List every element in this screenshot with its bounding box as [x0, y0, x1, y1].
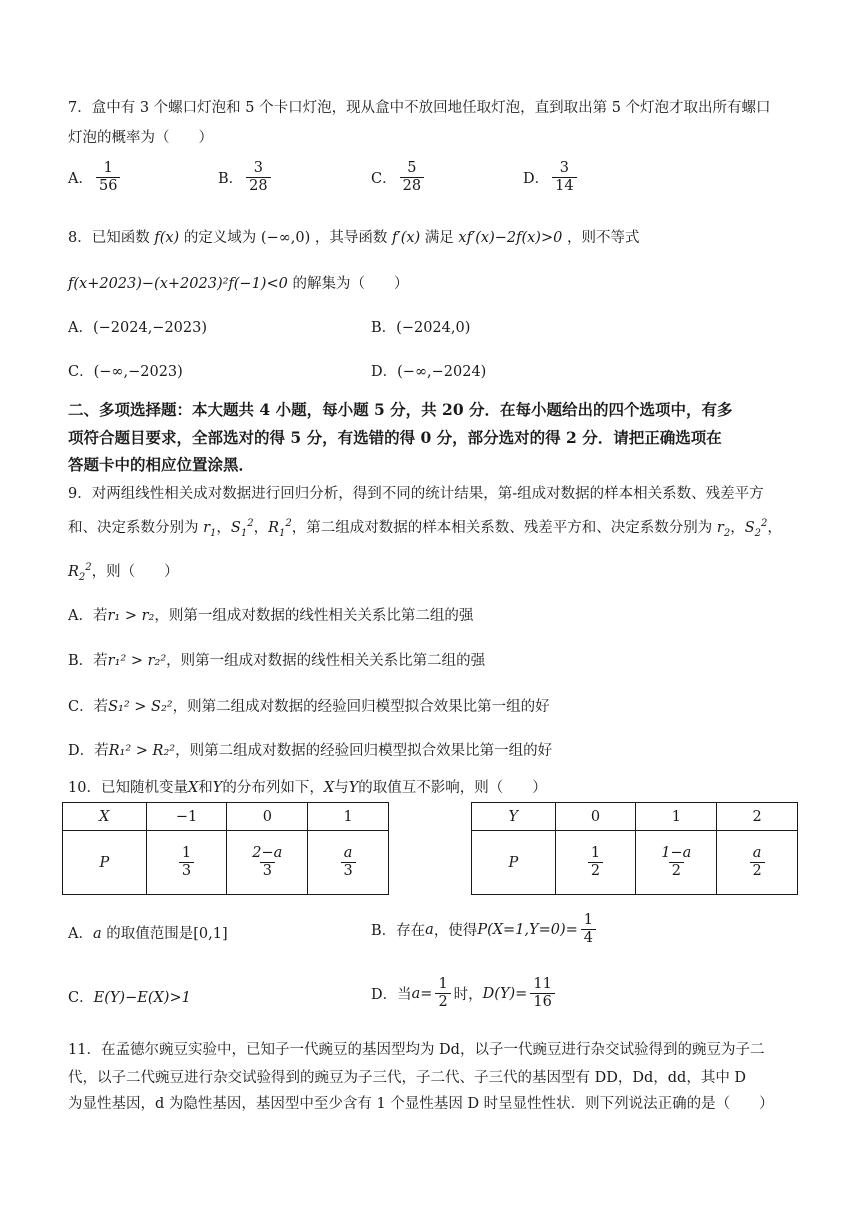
q9-option-c: C．若S₁² > S₂²，则第二组成对数据的经验回归模型拟合效果比第一组的好	[68, 699, 550, 715]
q8-option-a: A．(−2024,−2023)	[68, 320, 208, 336]
q8-option-b: B．(−2024,0)	[371, 320, 471, 336]
q9-line2: 和、决定系数分别为 $r_1$，$S_1^2$，$R_1^2$，第二组成对数据的样本相关系数、残差平方和、决定系数分别为 $r_2$，$S_2^2$，	[68, 518, 782, 539]
q9-option-d: D．若R₁² > R₂²，则第二组成对数据的经验回归模型拟合效果比第一组的好	[68, 743, 553, 759]
q8-line2: f(x+2023)−(x+2023)²f(−1)<0 的解集为（ ）	[68, 276, 409, 292]
q7-option-d: D． $\frac{3}{14}$	[523, 160, 580, 195]
q9-option-a: A．若r₁ > r₂，则第一组成对数据的线性相关关系比第二组的强	[68, 608, 474, 624]
q9-option-b: B．若r₁² > r₂²，则第一组成对数据的线性相关关系比第二组的强	[68, 653, 486, 669]
q7-option-a: A． $\frac{1}{56}$	[68, 160, 123, 195]
table-y-cell: $\frac{1}{2}$	[555, 831, 636, 895]
table-y-header: 0	[555, 803, 636, 831]
q10-option-d: D．当 a= $\frac{1}{2}$ 时， D(Y)= $\frac{11}{16}$	[371, 976, 558, 1011]
q11-line1: 11．在孟德尔豌豆实验中，已知子一代豌豆的基因型均为 Dd，以子一代豌豆进行杂交试验得到的豌豆为子二	[68, 1042, 765, 1058]
q7-option-c: C． $\frac{5}{28}$	[371, 160, 427, 195]
q7-option-b: B． $\frac{3}{28}$	[218, 160, 274, 195]
table-x-header: X	[63, 803, 147, 831]
q10-option-b: B．存在 a ，使得 P(X=1,Y=0)= $\frac{1}{4}$	[371, 912, 599, 947]
q9-line1: 9．对两组线性相关成对数据进行回归分析，得到不同的统计结果，第-组成对数据的样本相关系数、残差平方	[68, 486, 764, 502]
table-y-header: 2	[717, 803, 798, 831]
table-x-cell: $\frac{a}{3}$	[308, 831, 389, 895]
table-x-cell: $\frac{1}{3}$	[146, 831, 227, 895]
table-y	[471, 802, 798, 895]
q10-option-c: C．E(Y)−E(X)>1	[68, 990, 191, 1006]
table-y-cell: $\frac{a}{2}$	[717, 831, 798, 895]
q11-line2: 代，以子二代豌豆进行杂交试验得到的豌豆为子三代，子二代、子三代的基因型有 DD，Dd，dd，其中 D	[68, 1070, 747, 1086]
table-y-cell: $\frac{1-a}{2}$	[636, 831, 717, 895]
table-x-cell: $\frac{2-a}{3}$	[227, 831, 308, 895]
q11-line3: 为显性基因，d 为隐性基因，基因型中至少含有 1 个显性基因 D 时呈显性性状．则下列说法正确的是（ ）	[68, 1096, 774, 1112]
section2-line2: 项符合题目要求，全部选对的得 5 分，有选错的得 0 分，部分选对的得 2 分．请把正确选项在	[68, 428, 722, 447]
q8-line1: 8．已知函数 f(x) 的定义域为 (−∞,0) ，其导函数 f′(x) 满足 xf′(x)−2f(x)>0 ，则不等式	[68, 230, 640, 246]
section2-line1: 二、多项选择题：本大题共 4 小题，每小题 5 分，共 20 分．在每小题给出的四个选项中，有多	[68, 400, 733, 419]
table-x-header: 1	[308, 803, 389, 831]
table-y-header: 1	[636, 803, 717, 831]
table-x-header: −1	[146, 803, 227, 831]
q7-line2: 灯泡的概率为（ ）	[68, 130, 213, 146]
q10-intro: 10．已知随机变量X和Y的分布列如下，X与Y的取值互不影响，则（ ）	[68, 780, 547, 796]
table-y-header: Y	[472, 803, 556, 831]
table-x-header: 0	[227, 803, 308, 831]
q8-option-d: D．(−∞,−2024)	[371, 364, 487, 380]
q8-option-c: C．(−∞,−2023)	[68, 364, 183, 380]
q7-line1: 7．盒中有 3 个螺口灯泡和 5 个卡口灯泡，现从盒中不放回地任取灯泡，直到取出第 5 个灯泡才取出所有螺口	[68, 100, 771, 116]
table-x	[62, 802, 389, 895]
section2-line3: 答题卡中的相应位置涂黑．	[68, 455, 255, 474]
table-x-row-label: P	[63, 831, 147, 895]
q9-line3: $R_2^2$，则（ ）	[68, 562, 179, 583]
q10-option-a: A．a 的取值范围是[0,1]	[68, 926, 228, 942]
table-y-row-label: P	[472, 831, 556, 895]
